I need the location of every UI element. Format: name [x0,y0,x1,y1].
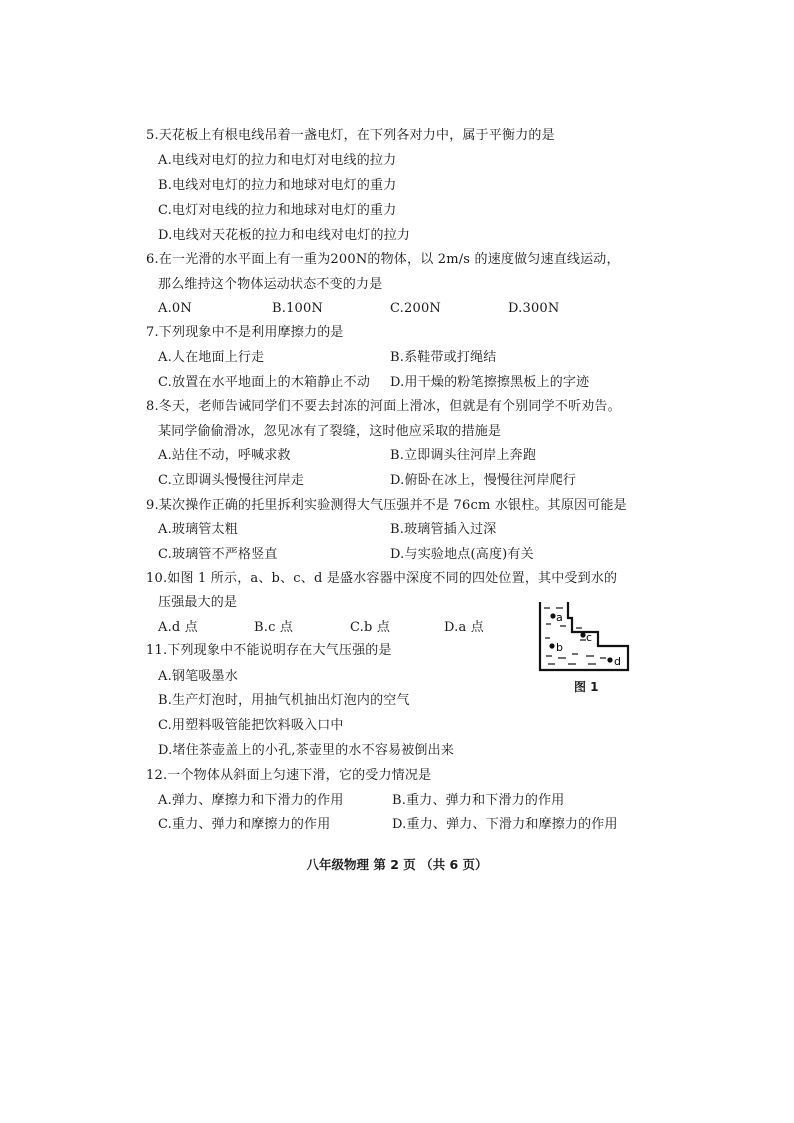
q7-option-a: A.人在地面上行走 [158,350,265,365]
water-container-figure [538,600,630,674]
q7-option-c: C.放置在水平地面上的木箱静止不动 [158,375,371,390]
page-footer: 八年级物理 第 2 页 （共 6 页） [306,857,488,872]
q5-stem: 5.天花板上有根电线吊着一盏电灯，在下列各对力中，属于平衡力的是 [146,128,555,143]
q10-stem-line2: 压强最大的是 [158,595,238,610]
q10-stem-line1: 10.如图 1 所示，a、b、c、d 是盛水容器中深度不同的四处位置，其中受到水的 [146,571,618,586]
q11-option-b: B.生产灯泡时，用抽气机抽出灯泡内的空气 [158,693,410,708]
q11-option-c: C.用塑料吸管能把饮料吸入口中 [158,718,344,733]
q6-stem-line2: 那么维持这个物体运动状态不变的力是 [158,277,383,292]
q12-option-a: A.弹力、摩擦力和下滑力的作用 [158,793,344,808]
q11-option-a: A.钢笔吸墨水 [158,669,238,684]
point-d-dot [607,657,612,662]
point-c-label: c [586,631,593,644]
q12-option-d: D.重力、弹力、下滑力和摩擦力的作用 [392,817,618,832]
q7-option-b: B.系鞋带或打绳结 [390,350,497,365]
point-c-dot [580,632,585,637]
q12-stem: 12.一个物体从斜面上匀速下滑，它的受力情况是 [146,768,432,783]
q12-option-b: B.重力、弹力和下滑力的作用 [392,793,565,808]
q9-stem: 9.某次操作正确的托里拆利实验测得大气压强并不是 76cm 水银柱。其原因可能是 [146,498,627,513]
q8-stem-line2: 某同学偷偷滑冰，忽见冰有了裂缝，这时他应采取的措施是 [158,424,502,439]
q10-option-a: A.d 点 [158,620,198,635]
point-a-label: a [556,611,563,624]
q8-option-d: D.俯卧在冰上，慢慢往河岸爬行 [390,473,577,488]
q5-option-b: B.电线对电灯的拉力和地球对电灯的重力 [158,178,397,193]
q6-option-b: B.100N [272,301,324,316]
q7-stem: 7.下列现象中不是利用摩擦力的是 [146,325,344,340]
q8-stem-line1: 8.冬天，老师告诫同学们不要去封冻的河面上滑冰，但就是有个别同学不听劝告。 [146,399,621,414]
q7-option-d: D.用干燥的粉笔擦擦黑板上的字迹 [390,375,590,390]
q6-option-a: A.0N [158,301,192,316]
q12-option-c: C.重力、弹力和摩擦力的作用 [158,817,331,832]
q10-option-c: C.b 点 [350,620,391,635]
q9-option-b: B.玻璃管插入过深 [390,522,497,537]
q6-stem-line1: 6.在一光滑的水平面上有一重为200N的物体，以 2m/s 的速度做匀速直线运动， [146,252,620,267]
q6-option-c: C.200N [390,301,442,316]
q8-option-c: C.立即调头慢慢往河岸走 [158,473,305,488]
point-b-label: b [556,641,563,654]
q11-option-d: D.堵住茶壶盖上的小孔,茶壶里的水不容易被倒出来 [158,743,455,758]
q5-option-c: C.电灯对电线的拉力和地球对电灯的重力 [158,203,397,218]
point-b-dot [549,643,554,648]
q8-option-b: B.立即调头往河岸上奔跑 [390,448,537,463]
q5-option-d: D.电线对天花板的拉力和电线对电灯的拉力 [158,228,411,243]
q11-stem: 11.下列现象中不能说明存在大气压强的是 [146,643,392,658]
q9-option-a: A.玻璃管太粗 [158,522,238,537]
point-d-label: d [614,655,621,668]
q8-option-a: A.站住不动，呼喊求救 [158,448,291,463]
q9-option-c: C.玻璃管不严格竖直 [158,547,278,562]
q10-option-b: B.c 点 [254,620,294,635]
q10-option-d: D.a 点 [444,620,484,635]
q5-option-a: A.电线对电灯的拉力和电灯对电线的拉力 [158,153,397,168]
figure-caption: 图 1 [574,680,599,694]
point-a-dot [550,613,555,618]
q9-option-d: D.与实验地点(高度)有关 [390,547,534,562]
q6-option-d: D.300N [508,301,560,316]
